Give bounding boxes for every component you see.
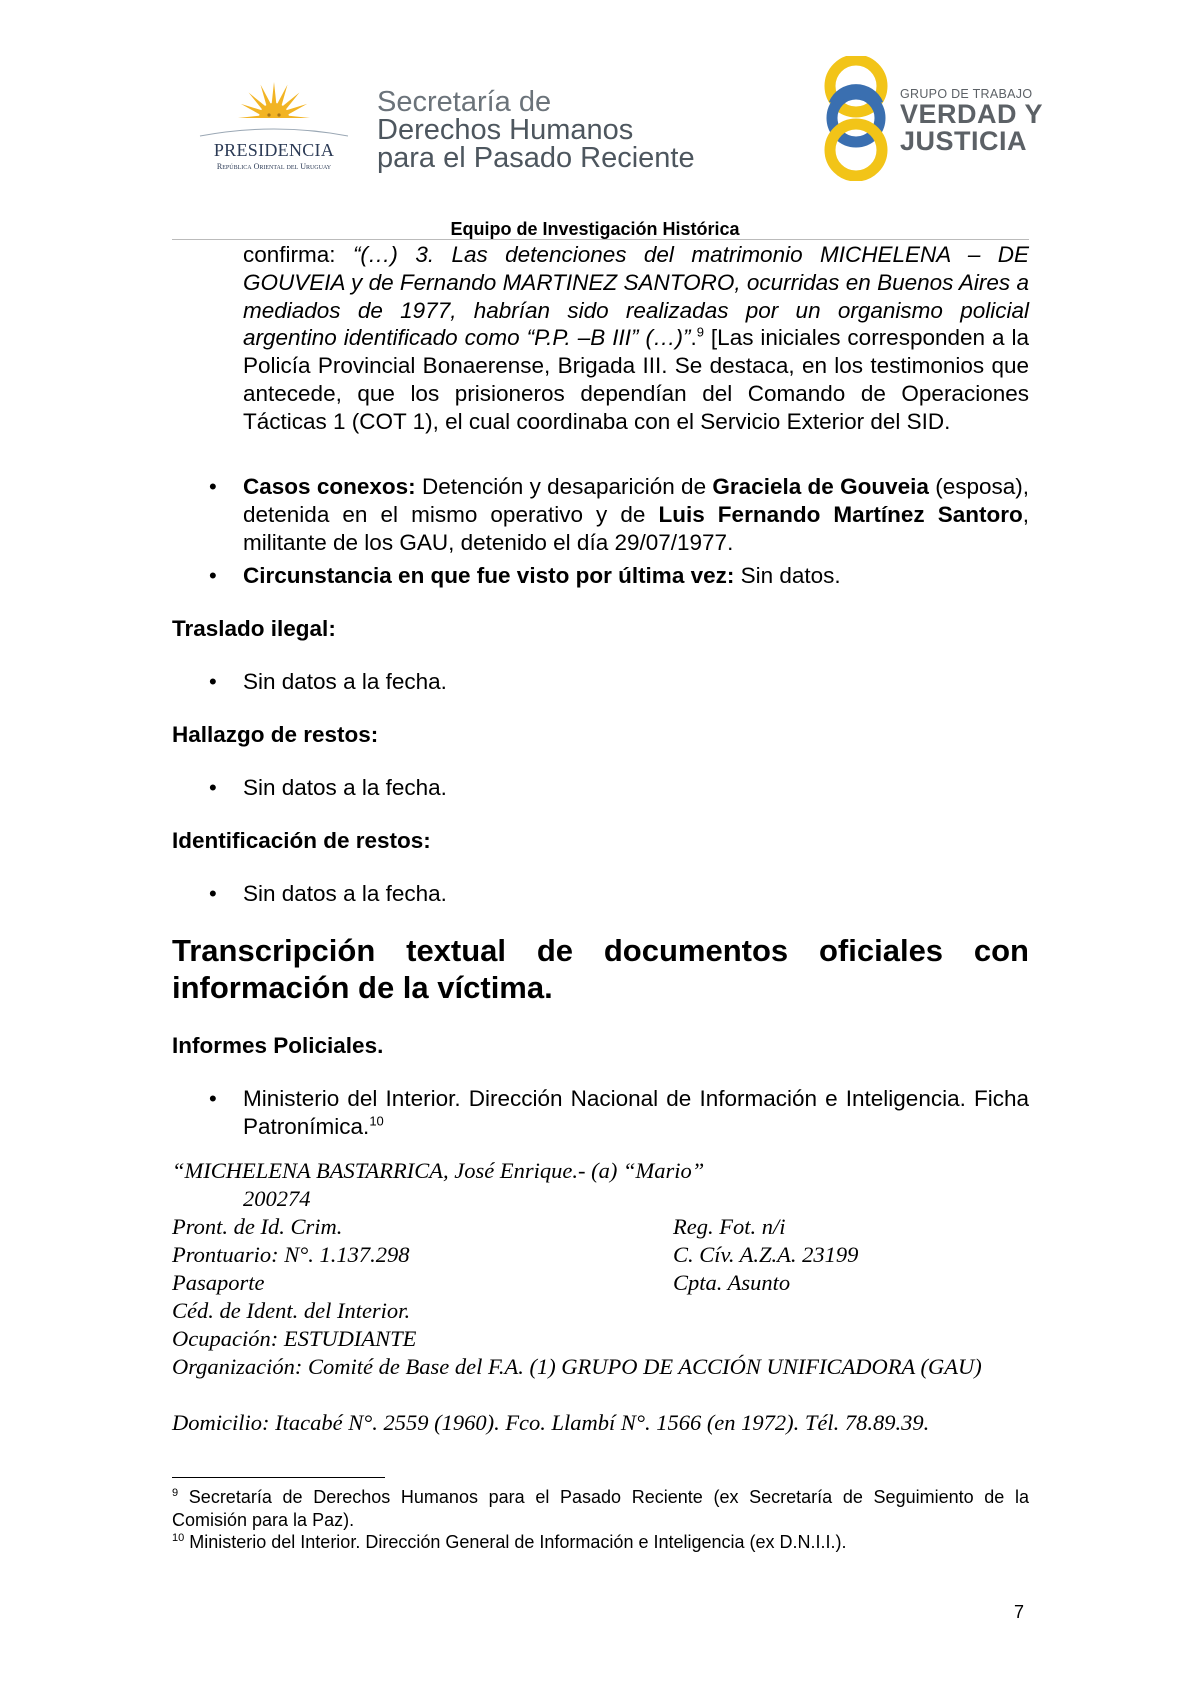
justicia-label: JUSTICIA <box>900 126 1028 156</box>
header-rule <box>172 239 1029 240</box>
footnote-10-number: 10 <box>172 1532 185 1544</box>
ficha-right-3: Cpta. Asunto <box>673 1270 791 1295</box>
footnote-separator <box>172 1477 385 1478</box>
ficha-left-1: Pront. de Id. Crim. <box>172 1214 343 1239</box>
p1-dot: . <box>690 325 697 351</box>
section-heading-identificacion: Identificación de restos: <box>172 828 431 853</box>
footnote-10 <box>172 1531 1029 1554</box>
continued-paragraph <box>243 241 1029 436</box>
presidencia-subtitle: República Oriental del Uruguay <box>216 162 332 171</box>
casos-bold-1: Graciela de Gouveia <box>712 474 929 499</box>
footnote-9-text: Secretaría de Derechos Humanos para el Pasado Reciente (ex Secretaría de Seguimiento de la Comisión para la Paz). <box>172 1487 1029 1530</box>
bullet-icon: • <box>209 474 217 499</box>
ficha-domicilio: Domicilio: Itacabé N°. 2559 (1960). Fco. Llambí N°. 1566 (en 1972). Tél. 78.89.39. <box>172 1410 930 1435</box>
p1-rest: [Las iniciales corresponden a la Policía Provincial Bonaerense, Brigada III. Se destaca, en los testimonios que antecede, que los prisioneros dependían del Comando de Operaciones Tácticas 1 (COT 1), el cual coordinaba con el Servicio Exterior del SID. <box>243 325 1029 434</box>
casos-text-2: (esposa), detenida en el mismo operativo y de <box>243 474 1030 527</box>
bullet-icon: • <box>209 1086 217 1111</box>
ficha-left-5: Ocupación: ESTUDIANTE <box>172 1326 417 1351</box>
footnote-9-number: 9 <box>172 1487 179 1499</box>
ficha-left-3: Pasaporte <box>172 1270 265 1295</box>
page-number: 7 <box>1014 1602 1025 1622</box>
list-item-casos-conexos <box>243 473 1029 556</box>
casos-text-1: Detención y desaparición de <box>415 474 713 499</box>
ficha-name-line: “MICHELENA BASTARRICA, José Enrique.- (a) “Mario” <box>172 1158 705 1183</box>
secretaria-line-3: para el Pasado Reciente <box>377 142 695 174</box>
footnote-ref-10[interactable]: 10 <box>369 1113 384 1129</box>
secretaria-line-2: Derechos Humanos <box>377 114 634 146</box>
section-heading-informes: Informes Policiales. <box>172 1033 384 1058</box>
casos-bold-2: Luis Fernando Martínez Santoro <box>658 501 1023 527</box>
casos-text-3: , militante de los GAU, detenido el día 29/07/1977. <box>243 501 1029 555</box>
secretaria-title <box>377 88 695 172</box>
ficha-number: 200274 <box>243 1186 311 1211</box>
p1-quote: “(…) 3. Las detenciones del matrimonio MICHELENA – DE GOUVEIA y de Fernando MARTINEZ SANTORO, ocurridas en Buenos Aires a mediados de 1977, habrían sido realizadas por un organismo policial argentino identificado como “P.P. –B III” (…)” <box>243 242 1030 351</box>
p1-lead: confirma: <box>243 242 353 267</box>
list-item-hallazgo: Sin datos a la fecha. <box>243 775 447 800</box>
circunstancia-label: Circunstancia en que fue visto por última vez: <box>243 563 735 588</box>
ficha-left-4: Céd. de Ident. del Interior. <box>172 1298 411 1323</box>
transcription-title: Transcripción textual de documentos oficiales con información de la víctima. <box>172 933 1029 1005</box>
ficha-left-2: Prontuario: N°. 1.137.298 <box>172 1242 410 1267</box>
secretaria-line-1: Secretaría de <box>377 86 552 118</box>
section-heading-hallazgo: Hallazgo de restos: <box>172 722 379 747</box>
ministerio-text: Ministerio del Interior. Dirección Nacional de Información e Inteligencia. Ficha Patronímica. <box>243 1086 1029 1139</box>
footnote-ref-9[interactable]: 9 <box>696 324 704 340</box>
ficha-right-2: C. Cív. A.Z.A. 23199 <box>673 1242 859 1267</box>
list-item-identificacion: Sin datos a la fecha. <box>243 881 447 906</box>
list-item-traslado: Sin datos a la fecha. <box>243 669 447 694</box>
bullet-icon: • <box>209 669 217 694</box>
ficha-organizacion: Organización: Comité de Base del F.A. (1) GRUPO DE ACCIÓN UNIFICADORA (GAU) <box>172 1354 982 1379</box>
bullet-icon: • <box>209 563 217 588</box>
bullet-icon: • <box>209 775 217 800</box>
list-item-ministerio <box>243 1085 1029 1141</box>
ficha-right-1: Reg. Fot. n/i <box>673 1214 786 1239</box>
bullet-icon: • <box>209 881 217 906</box>
presidencia-word: PRESIDENCIA <box>213 140 335 160</box>
footnote-9 <box>172 1486 1029 1531</box>
footnote-10-text: Ministerio del Interior. Dirección General de Información e Inteligencia (ex D.N.I.I.). <box>184 1532 847 1552</box>
list-item-circunstancia <box>243 562 1029 590</box>
verdad-y-label: VERDAD Y <box>900 99 1044 129</box>
team-header: Equipo de Investigación Histórica <box>450 219 740 239</box>
casos-conexos-label: Casos conexos: <box>243 474 416 499</box>
circunstancia-text: Sin datos. <box>734 563 841 588</box>
verdad-justicia-wordmark <box>900 87 1043 155</box>
grupo-de-trabajo-label: GRUPO DE TRABAJO <box>900 87 1033 101</box>
section-heading-traslado: Traslado ilegal: <box>172 616 336 641</box>
presidencia-logo <box>196 82 352 178</box>
